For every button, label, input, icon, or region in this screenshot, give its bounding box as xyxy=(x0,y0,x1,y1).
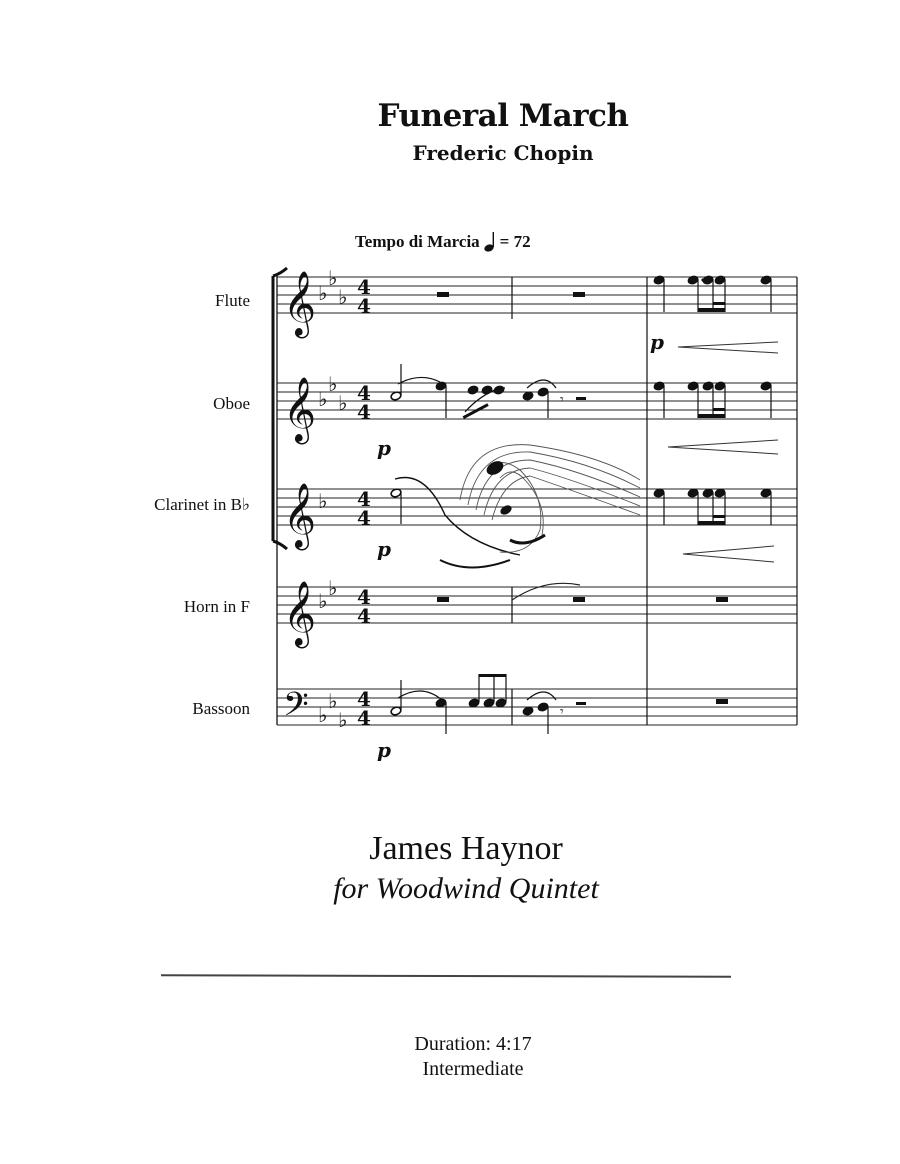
staff-bassoon xyxy=(277,689,797,725)
flute-measure-3 xyxy=(653,275,772,312)
score-title: Funeral March xyxy=(377,98,629,134)
time-sig-bottom: 4 xyxy=(357,706,371,730)
crescendo-hairpin xyxy=(678,342,778,353)
staff-horn xyxy=(277,587,797,623)
divider-line xyxy=(161,974,731,977)
dynamic-piano: p xyxy=(377,436,391,460)
dynamic-piano: p xyxy=(377,738,391,762)
instrument-label-horn: Horn in F xyxy=(183,597,250,616)
time-sig-top: 4 xyxy=(357,487,371,511)
time-sig-bottom: 4 xyxy=(357,400,371,424)
flat-icon: ♭ xyxy=(338,708,348,732)
flat-icon: ♭ xyxy=(328,372,338,396)
flat-icon: ♭ xyxy=(338,285,348,309)
whole-rest xyxy=(573,292,585,297)
time-sig-top: 4 xyxy=(357,381,371,405)
instrument-label-oboe: Oboe xyxy=(213,394,250,413)
dynamic-piano: p xyxy=(650,330,664,354)
whole-rest xyxy=(716,699,728,704)
time-sig-bottom: 4 xyxy=(357,506,371,530)
time-sig-top: 4 xyxy=(357,687,371,711)
svg-text:𝄾: 𝄾 xyxy=(560,392,564,408)
bass-clef-icon: 𝄢 xyxy=(283,686,309,732)
dynamic-piano: p xyxy=(377,537,391,561)
flat-icon: ♭ xyxy=(318,589,328,613)
treble-clef-icon: 𝄞 xyxy=(283,377,317,442)
crescendo-hairpin xyxy=(668,440,778,454)
svg-text:𝄾: 𝄾 xyxy=(560,704,564,720)
flat-icon: ♭ xyxy=(328,576,338,600)
time-sig-bottom: 4 xyxy=(357,604,371,628)
instrument-label-bassoon: Bassoon xyxy=(192,699,250,718)
crescendo-hairpin xyxy=(683,546,774,562)
flat-icon: ♭ xyxy=(318,489,328,513)
tempo-label: Tempo di Marcia xyxy=(355,232,480,251)
whole-rest xyxy=(573,597,585,602)
flat-icon: ♭ xyxy=(338,391,348,415)
flat-icon: ♭ xyxy=(318,387,328,411)
swirl-distortion xyxy=(440,445,640,568)
horn-slur xyxy=(512,583,580,600)
whole-rest xyxy=(437,597,449,602)
instrument-label-flute: Flute xyxy=(215,291,250,310)
arranger-name: James Haynor xyxy=(369,830,563,867)
time-sig-top: 4 xyxy=(357,275,371,299)
treble-clef-icon: 𝄞 xyxy=(283,581,317,646)
time-sig-top: 4 xyxy=(357,585,371,609)
tempo-value: = 72 xyxy=(499,232,531,251)
difficulty-level: Intermediate xyxy=(422,1058,524,1080)
treble-clef-icon: 𝄞 xyxy=(283,483,317,548)
treble-clef-icon: 𝄞 xyxy=(283,271,317,336)
flat-icon: ♭ xyxy=(318,703,328,727)
flat-icon: ♭ xyxy=(328,266,338,290)
duration-text: Duration: 4:17 xyxy=(414,1033,532,1055)
instrument-label-clarinet: Clarinet in B♭ xyxy=(154,495,250,514)
oboe-notes xyxy=(390,364,772,419)
flat-icon: ♭ xyxy=(328,689,338,713)
ensemble-subtitle: for Woodwind Quintet xyxy=(333,872,599,905)
whole-rest xyxy=(716,597,728,602)
composer-name: Frederic Chopin xyxy=(412,141,594,165)
flat-icon: ♭ xyxy=(318,281,328,305)
whole-rest xyxy=(437,292,449,297)
time-sig-bottom: 4 xyxy=(357,294,371,318)
